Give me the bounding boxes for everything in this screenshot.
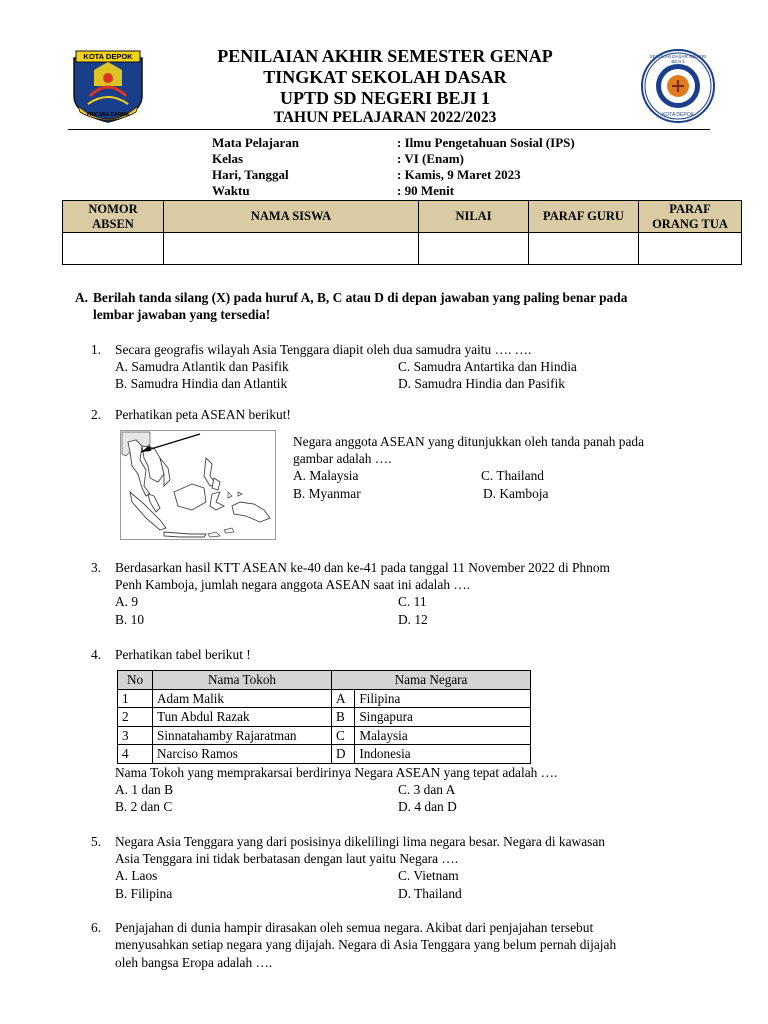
- info-value-class: : VI (Enam): [397, 151, 464, 166]
- header-paraf-guru: PARAF GURU: [529, 201, 639, 233]
- q3-option-c[interactable]: C. 11: [398, 594, 427, 609]
- q4-number: 4.: [91, 647, 102, 662]
- q2-number: 2.: [91, 407, 102, 422]
- cell-nomor-absen[interactable]: [63, 233, 164, 265]
- table-row: 3 Sinnatahamby Rajaratman C Malaysia: [118, 726, 531, 745]
- info-label-subject: Mata Pelajaran: [212, 135, 300, 150]
- q4-text: Perhatikan tabel berikut !: [115, 647, 251, 662]
- q4-option-a[interactable]: A. 1 dan B: [115, 782, 174, 797]
- cell-nama-siswa[interactable]: [164, 233, 419, 265]
- header-nama-tokoh: Nama Tokoh: [153, 671, 332, 690]
- header-paraf-orang-tua: PARAF ORANG TUA: [639, 201, 742, 233]
- section-a-label: A.: [75, 290, 89, 305]
- table-row: 1 Adam Malik A Filipina: [118, 689, 531, 708]
- q2-option-d[interactable]: D. Kamboja: [483, 486, 549, 501]
- cell-paraf-guru[interactable]: [529, 233, 639, 265]
- header-nama-negara: Nama Negara: [332, 671, 531, 690]
- q4-option-c[interactable]: C. 3 dan A: [398, 782, 456, 797]
- info-values: [397, 135, 575, 199]
- cell-nilai[interactable]: [419, 233, 529, 265]
- kota-depok-logo: [70, 48, 146, 124]
- info-value-time: : 90 Menit: [397, 183, 455, 198]
- q1-number: 1.: [91, 342, 102, 357]
- q3-option-d[interactable]: D. 12: [398, 612, 428, 627]
- info-value-subject: : Ilmu Pengetahuan Sosial (IPS): [397, 135, 575, 150]
- table-row: 2 Tun Abdul Razak B Singapura: [118, 708, 531, 727]
- q5-text: Negara Asia Tenggara yang dari posisinya dikelilingi lima negara besar. Negara di kawasan Asia Tenggara ini tidak berbatasan dengan laut yaitu Negara ….: [115, 834, 606, 867]
- header-nilai: NILAI: [419, 201, 529, 233]
- q6-text: Penjajahan di dunia hampir dirasakan oleh semua negara. Akibat dari penjajahan tersebut menyusahkan setiap negara yang dijajah. Negara di Asia Tenggara yang belum pernah dijajah oleh bangsa Eropa adalah ….: [115, 920, 617, 970]
- table-row: 4 Narciso Ramos D Indonesia: [118, 745, 531, 764]
- info-label-time: Waktu: [212, 183, 250, 198]
- q4-option-b[interactable]: B. 2 dan C: [115, 799, 173, 814]
- q1-option-c[interactable]: C. Samudra Antartika dan Hindia: [398, 359, 577, 374]
- left-logo-top-text: KOTA DEPOK: [83, 52, 133, 61]
- q3-number: 3.: [91, 560, 102, 575]
- student-identity-table: [62, 200, 742, 265]
- q6-number: 6.: [91, 920, 102, 935]
- school-name: UPTD SD NEGERI BEJI 1: [279, 88, 491, 108]
- q4-option-d[interactable]: D. 4 dan D: [398, 799, 457, 814]
- school-level: TINGKAT SEKOLAH DASAR: [263, 67, 507, 87]
- header-nama-siswa: NAMA SISWA: [164, 201, 419, 233]
- section-a-instruction: Berilah tanda silang (X) pada huruf A, B, C atau D di depan jawaban yang paling benar pada lembar jawaban yang tersedia!: [93, 290, 628, 323]
- q2-option-c[interactable]: C. Thailand: [481, 468, 544, 483]
- q3-option-a[interactable]: A. 9: [115, 594, 139, 609]
- q3-option-b[interactable]: B. 10: [115, 612, 145, 627]
- cell-paraf-orang-tua[interactable]: [639, 233, 742, 265]
- info-labels: [212, 135, 299, 199]
- q5-option-d[interactable]: D. Thailand: [398, 886, 462, 901]
- right-logo-bottom-text: KOTA DEPOK: [662, 112, 694, 118]
- q1-option-b[interactable]: B. Samudra Hindia dan Atlantik: [115, 376, 288, 391]
- header-nomor-absen: NOMOR ABSEN: [63, 201, 164, 233]
- q1-option-a[interactable]: A. Samudra Atlantik dan Pasifik: [115, 359, 289, 374]
- q5-number: 5.: [91, 834, 102, 849]
- q5-option-b[interactable]: B. Filipina: [115, 886, 173, 901]
- left-logo-bottom-text: PRICARA DARMA: [86, 112, 130, 118]
- header-divider: [68, 129, 710, 130]
- academic-year: TAHUN PELAJARAN 2022/2023: [273, 109, 497, 126]
- exam-title: PENILAIAN AKHIR SEMESTER GENAP: [217, 46, 553, 66]
- q1-text: Secara geografis wilayah Asia Tenggara diapit oleh dua samudra yaitu …. ….: [115, 342, 532, 357]
- q1-option-d[interactable]: D. Samudra Hindia dan Pasifik: [398, 376, 565, 391]
- info-label-class: Kelas: [212, 151, 244, 166]
- info-value-date: : Kamis, 9 Maret 2023: [397, 167, 521, 182]
- info-label-date: Hari, Tanggal: [212, 167, 289, 182]
- q5-option-c[interactable]: C. Vietnam: [398, 868, 459, 883]
- q3-text: Berdasarkan hasil KTT ASEAN ke-40 dan ke-41 pada tanggal 11 November 2022 di Phnom Penh Kamboja, jumlah negara anggota ASEAN saat ini adalah ….: [115, 560, 610, 593]
- sd-negeri-beji-logo: [640, 48, 716, 124]
- q4-question: Nama Tokoh yang memprakarsai berdirinya Negara ASEAN yang tepat adalah ….: [115, 765, 558, 780]
- q5-option-a[interactable]: A. Laos: [115, 868, 158, 883]
- q2-question: Negara anggota ASEAN yang ditunjukkan oleh tanda panah pada gambar adalah ….: [293, 434, 645, 467]
- q2-text: Perhatikan peta ASEAN berikut!: [115, 407, 291, 422]
- right-logo-top-text: SEKOLAH DASAR NEGERI BEJI 1: [649, 54, 707, 64]
- header-no: No: [118, 671, 153, 690]
- q2-option-b[interactable]: B. Myanmar: [293, 486, 361, 501]
- tokoh-negara-table: [117, 670, 531, 764]
- q2-option-a[interactable]: A. Malaysia: [293, 468, 359, 483]
- asean-map-image: [120, 430, 276, 540]
